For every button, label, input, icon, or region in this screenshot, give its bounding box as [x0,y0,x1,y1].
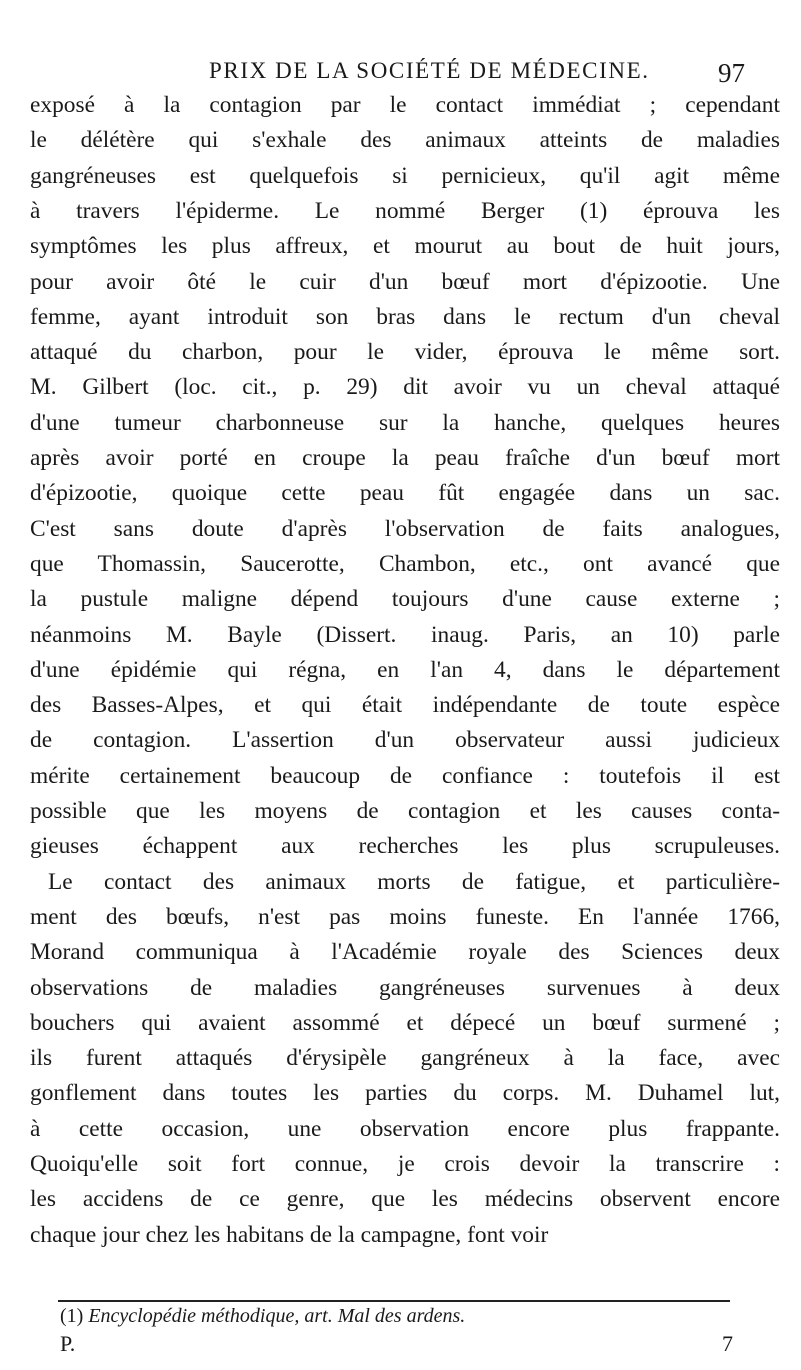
text-line: les accidens de ce genre, que les médecins observent encore [30,1186,780,1213]
text-line: gieuses échappent aux recherches les plus scrupuleuses. [30,833,780,860]
text-line: attaqué du charbon, pour le vider, éprouva le même sort. [30,339,780,366]
text-line: Quoiqu'elle soit fort connue, je crois devoir la transcrire : [30,1151,780,1177]
text-line: symptômes les plus affreux, et mourut au bout de huit jours, [30,233,780,260]
text-line: à cette occasion, une observation encore plus frappante. [30,1115,780,1142]
text-line: le délétère qui s'exhale des animaux atteints de maladies [30,127,780,154]
page-number: 97 [718,58,745,88]
text-line: femme, ayant introduit son bras dans le rectum d'un cheval [30,303,780,330]
text-line: ment des bœufs, n'est pas moins funeste. En l'année 1766, [30,903,780,930]
text-line: observations de maladies gangréneuses survenues à deux [30,974,780,1001]
footnote-marker: (1) [60,1305,84,1327]
text-line: de contagion. L'assertion d'un observateur aussi judicieux [30,727,780,754]
signature-mark: P. [60,1331,76,1356]
text-line: Morand communiqua à l'Académie royale des Sciences deux [30,939,780,966]
footnote-rule [58,1300,730,1302]
running-header [0,58,801,88]
text-line: que Thomassin, Saucerotte, Chambon, etc., ont avancé que [30,550,780,577]
footnote-text: Encyclopédie méthodique, art. Mal des ardens. [88,1305,466,1327]
text-line: à travers l'épiderme. Le nommé Berger (1) éprouva les [30,197,780,224]
text-line: gonflement dans toutes les parties du corps. M. Duhamel lut, [30,1080,780,1107]
text-line: d'épizootie, quoique cette peau fût engagée dans un sac. [30,480,780,507]
running-title: PRIX DE LA SOCIÉTÉ DE MÉDECINE. [209,58,650,83]
text-line: ils furent attaqués d'érysipèle gangréneux à la face, avec [30,1045,780,1072]
text-line: d'une épidémie qui régna, en l'an 4, dans le département [30,656,780,683]
text-line: des Basses-Alpes, et qui était indépendante de toute espèce [30,692,780,719]
text-line: gangréneuses est quelquefois si pernicieux, qu'il agit même [30,162,780,189]
text-line: après avoir porté en croupe la peau fraîche d'un bœuf mort [30,445,780,471]
text-line: chaque jour chez les habitans de la campagne, font voir [30,1221,549,1248]
text-line: possible que les moyens de contagion et les causes conta- [30,798,780,824]
text-line: la pustule maligne dépend toujours d'une cause externe ; [30,586,780,613]
text-line: bouchers qui avaient assommé et dépecé un bœuf surmené ; [30,1009,780,1036]
text-line: exposé à la contagion par le contact immédiat ; cependant [30,92,780,118]
text-line: M. Gilbert (loc. cit., p. 29) dit avoir vu un cheval attaqué [30,374,780,401]
text-line: pour avoir ôté le cuir d'un bœuf mort d'épizootie. Une [30,268,780,295]
footnote [60,1305,465,1328]
text-line: Le contact des animaux morts de fatigue, et particulière- [48,868,780,895]
text-line: d'une tumeur charbonneuse sur la hanche, quelques heures [30,409,780,436]
text-line: néanmoins M. Bayle (Dissert. inaug. Paris, an 10) parle [30,621,780,648]
signature-number: 7 [722,1331,733,1356]
text-line: C'est sans doute d'après l'observation de faits analogues, [30,515,780,542]
text-line: mérite certainement beaucoup de confiance : toutefois il est [30,762,780,789]
